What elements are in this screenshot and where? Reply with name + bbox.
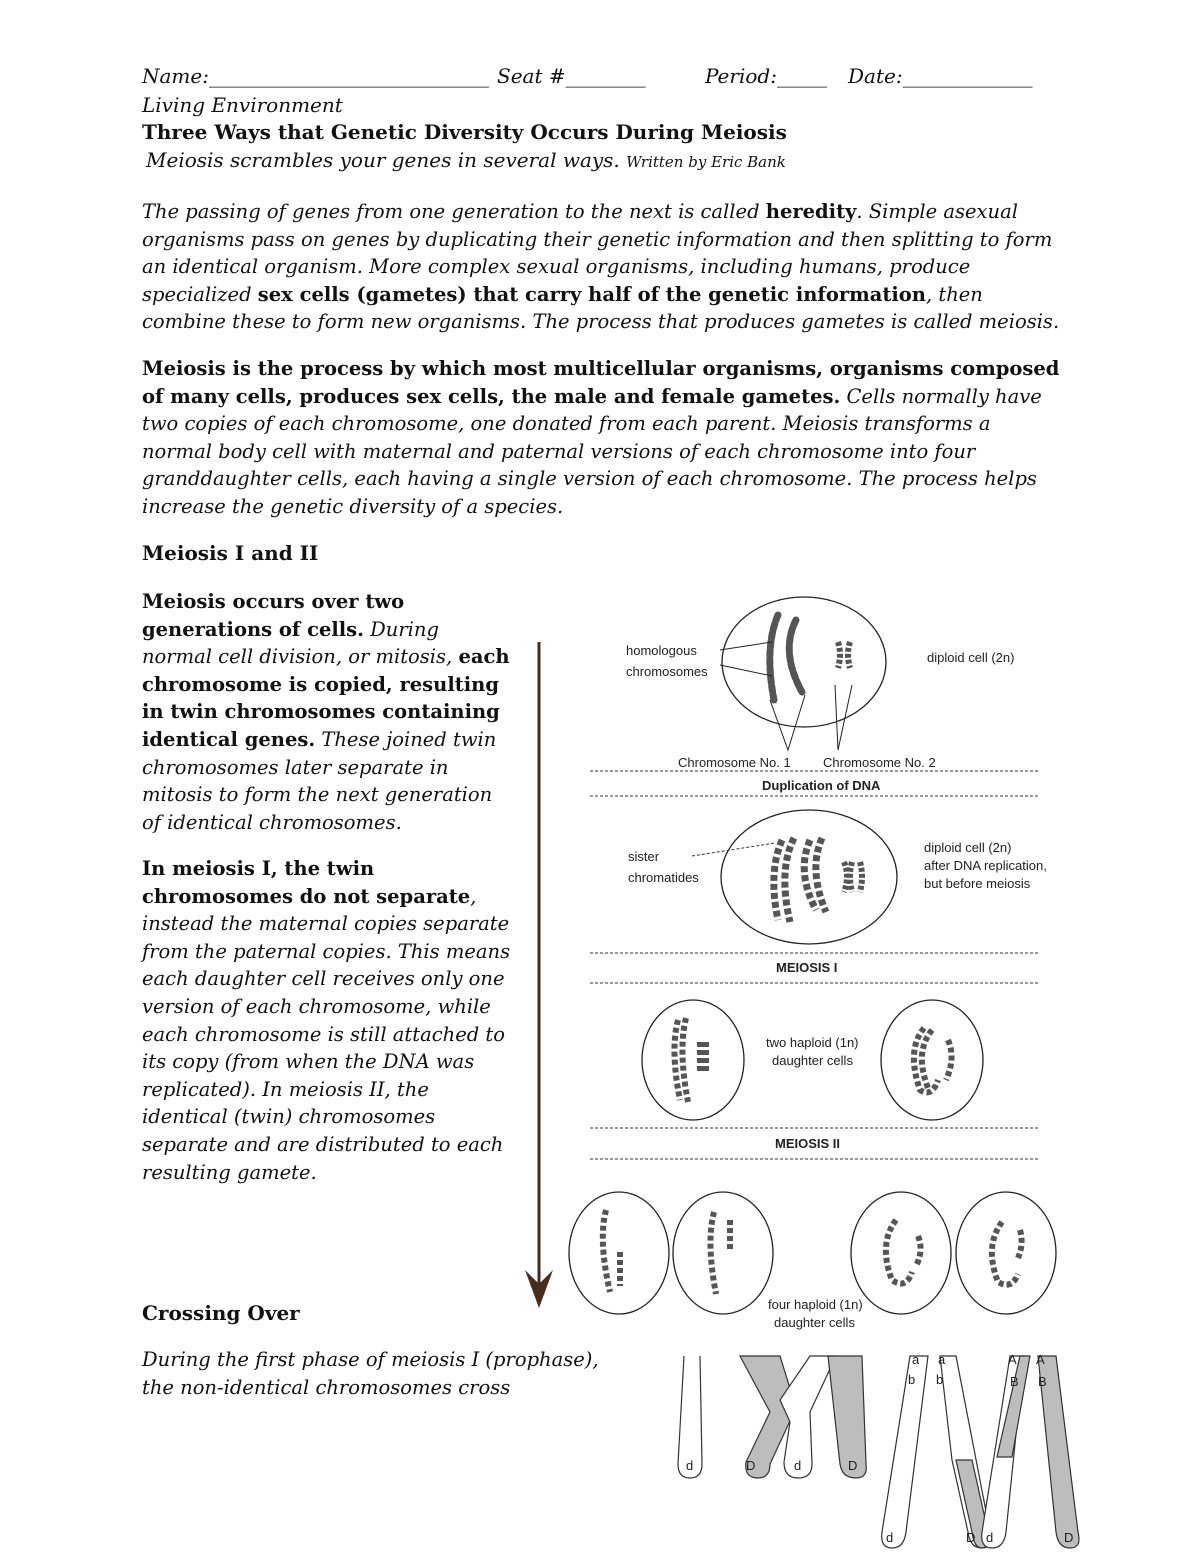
p2-text: Cells normally have two copies of each chromosome, one donated from each parent. Meiosis transforms a normal body cell with maternal and paternal versions of each chromosome into four granddaughter cells, each having a single version of each chromosome. The process helps increase the genetic diversity of a species. bbox=[142, 384, 1042, 518]
haploid-cell-right bbox=[881, 1000, 983, 1120]
p4-bold: In meiosis I, the twin chromosomes do not separate bbox=[142, 857, 471, 908]
p3-text-b: During normal cell division, or mitosis, bbox=[142, 617, 459, 669]
subtitle-text: Meiosis scrambles your genes in several ways. bbox=[146, 148, 620, 172]
p1-text-e: , then combine these to form new organisms. The process that produces gametes is called meiosis. bbox=[142, 282, 1060, 334]
name-label: Name: bbox=[142, 64, 209, 88]
label-sister: sister bbox=[628, 849, 660, 864]
period-field[interactable] bbox=[705, 64, 827, 88]
allele-A: A bbox=[1008, 1352, 1017, 1367]
label-four-haploid: four haploid (1n) bbox=[768, 1297, 863, 1312]
crossing-over-diagram bbox=[660, 1352, 1090, 1552]
p3-text-d: These joined twin chromosomes later separate in mitosis to form the next generation of identical chromosomes. bbox=[142, 727, 497, 834]
sister-chromatids-1 bbox=[774, 838, 826, 922]
allele-d: d bbox=[986, 1530, 994, 1545]
name-blank: ____________________________ bbox=[208, 64, 489, 88]
seat-label: Seat # bbox=[497, 64, 566, 88]
section-crossing-over: Crossing Over bbox=[142, 1301, 300, 1325]
gamete-4-chromosomes bbox=[992, 1222, 1022, 1285]
paragraph-crossing-over: During the first phase of meiosis I (prophase), the non-identical chromosomes cross bbox=[142, 1348, 599, 1399]
date-blank: _____________ bbox=[902, 64, 1033, 88]
p2-bold: Meiosis is the process by which most multicellular organisms, organisms composed of many cells, produces sex cells, the male and female gametes. bbox=[142, 357, 1060, 408]
allele-A: A bbox=[1036, 1352, 1045, 1367]
diploid-cell bbox=[722, 597, 886, 727]
pointer-chromosome-2 bbox=[835, 685, 852, 750]
seat-blank: ________ bbox=[565, 64, 646, 88]
haploid-left-chromosomes bbox=[674, 1018, 706, 1102]
replicated-cell bbox=[721, 810, 897, 944]
date-field[interactable] bbox=[848, 64, 1033, 88]
p1-text-c: . Simple asexual organisms pass on genes by duplicating their genetic information and then splitting to form an identical organism. More complex sexual organisms, including humans, produce specialized bbox=[142, 200, 1053, 306]
allele-B: B bbox=[1038, 1374, 1047, 1389]
label-four-daughter: daughter cells bbox=[774, 1315, 855, 1330]
chromosome-pair-1 bbox=[770, 615, 802, 700]
gamete-2-chromosomes bbox=[710, 1212, 730, 1294]
allele-B: B bbox=[1010, 1374, 1019, 1389]
paragraph-heredity bbox=[142, 198, 1062, 336]
allele-b: b bbox=[908, 1372, 916, 1387]
name-field[interactable] bbox=[142, 64, 489, 88]
allele-a: a bbox=[912, 1352, 920, 1367]
paragraph-two-generations bbox=[142, 588, 512, 836]
label-two-daughter: daughter cells bbox=[772, 1053, 853, 1068]
leader-line bbox=[720, 665, 772, 676]
p3-bold-a: Meiosis occurs over two generations of cells. bbox=[142, 590, 405, 641]
stage-duplication: Duplication of DNA bbox=[762, 778, 881, 793]
haploid-cell-left bbox=[642, 1000, 744, 1120]
gamete-3-chromosomes bbox=[886, 1220, 921, 1284]
paragraph-meiosis-definition bbox=[142, 355, 1062, 521]
stage-meiosis-i: MEIOSIS I bbox=[776, 960, 838, 975]
p1-bold-sex-cells: sex cells (gametes) that carry half of the genetic information bbox=[257, 282, 926, 306]
allele-D: D bbox=[1064, 1530, 1074, 1545]
seat-field[interactable] bbox=[497, 64, 646, 88]
label-diploid-after-1: diploid cell (2n) bbox=[924, 840, 1012, 855]
allele-a: a bbox=[938, 1352, 946, 1367]
subtitle bbox=[146, 147, 786, 177]
crossing-chromatids-pair bbox=[678, 1356, 866, 1478]
p1-text-a: The passing of genes from one generation to the next is called bbox=[142, 200, 766, 223]
p3-bold-c: each chromosome is copied, resulting in twin chromosomes containing identical genes. bbox=[142, 645, 510, 751]
gamete-1-chromosomes bbox=[603, 1210, 620, 1292]
course-name: Living Environment bbox=[142, 93, 343, 117]
label-diploid-after-3: but before meiosis bbox=[924, 876, 1031, 891]
label-homologous: homologous bbox=[626, 643, 697, 658]
paragraph-meiosis-i bbox=[142, 855, 512, 1186]
label-chromosome-2: Chromosome No. 2 bbox=[823, 755, 936, 770]
label-diploid-cell: diploid cell (2n) bbox=[927, 650, 1015, 665]
gamete-cell-2 bbox=[673, 1192, 773, 1314]
leader-line bbox=[720, 642, 772, 650]
label-two-haploid: two haploid (1n) bbox=[766, 1035, 859, 1050]
allele-d: d bbox=[886, 1530, 894, 1545]
leader-line bbox=[692, 843, 775, 856]
p4-text: , instead the maternal copies separate from the paternal copies. This means each daughter cell receives only one version of each chromosome, while each chromosome is still attached to its copy (from when the DNA was replicated). In meiosis II, the identical (twin) chromosomes separate and are distributed to each resulting gamete. bbox=[142, 884, 511, 1184]
gamete-cell-4 bbox=[956, 1192, 1056, 1314]
allele-b: b bbox=[936, 1372, 944, 1387]
section-meiosis-i-ii: Meiosis I and II bbox=[142, 541, 319, 565]
allele-d: d bbox=[794, 1458, 802, 1473]
date-label: Date: bbox=[848, 64, 903, 88]
haploid-right-chromosomes bbox=[914, 1028, 952, 1092]
gamete-cell-3 bbox=[851, 1192, 951, 1314]
byline: Written by Eric Bank bbox=[626, 153, 786, 171]
label-chromosome-1: Chromosome No. 1 bbox=[678, 755, 791, 770]
allele-D: D bbox=[848, 1458, 858, 1473]
label-diploid-after-2: after DNA replication, bbox=[924, 858, 1047, 873]
p1-bold-heredity: heredity bbox=[765, 200, 857, 223]
meiosis-diagram bbox=[520, 580, 1080, 1340]
label-chromosomes: chromosomes bbox=[626, 664, 708, 679]
chromosome-pair-2 bbox=[838, 642, 850, 668]
label-chromatides: chromatides bbox=[628, 870, 699, 885]
page-title: Three Ways that Genetic Diversity Occurs During Meiosis bbox=[142, 120, 787, 144]
allele-D: D bbox=[966, 1530, 976, 1545]
period-label: Period: bbox=[705, 64, 777, 88]
sister-chromatids-2 bbox=[844, 862, 862, 892]
allele-d: d bbox=[686, 1458, 694, 1473]
stage-meiosis-ii: MEIOSIS II bbox=[775, 1136, 841, 1151]
period-blank: _____ bbox=[776, 64, 827, 88]
allele-D: D bbox=[746, 1458, 756, 1473]
